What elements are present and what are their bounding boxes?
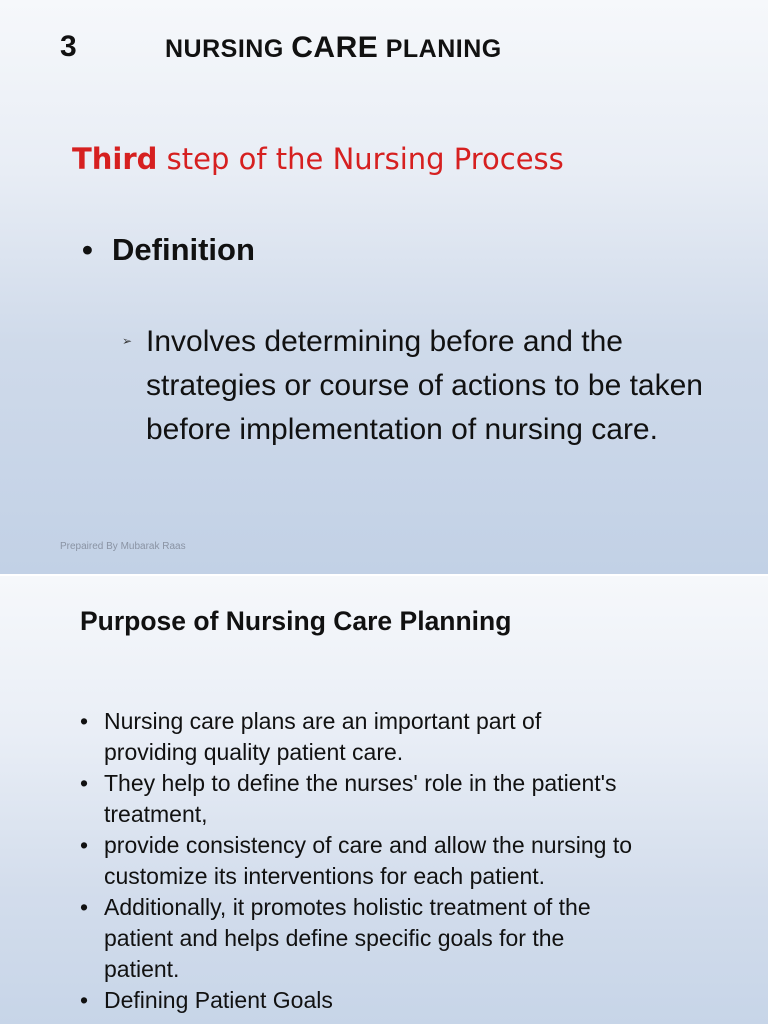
bullet-icon: • — [80, 987, 89, 1013]
list-item: • They help to define the nurses' role in the patient's treatment, — [80, 770, 617, 827]
slide-number: 3 — [60, 30, 77, 63]
list-item: • Additionally, it promotes holistic treatment of the patient and helps define specific goals for the patient. — [80, 894, 591, 982]
slide-title — [165, 31, 502, 65]
bullet-icon: • — [80, 894, 89, 920]
subtitle — [72, 142, 564, 176]
title-part-1: NURSING — [165, 35, 292, 63]
list-item: • Defining Patient Goals — [78, 985, 638, 1016]
title-part-2: CARE — [291, 31, 379, 64]
definition-text: Involves determining before and the strategies or course of actions to be taken before implementation of nursing care. — [146, 325, 703, 446]
purpose-list — [78, 706, 638, 1016]
definition-heading: Definition — [112, 232, 255, 267]
slide-2-title: Purpose of Nursing Care Planning — [80, 606, 512, 636]
bullet-icon: • — [80, 708, 89, 734]
bullet-icon: • — [80, 770, 89, 796]
definition-heading-row — [82, 232, 255, 268]
bullet-icon: • — [80, 832, 89, 858]
title-part-3: PLANING — [378, 35, 502, 63]
footer-credit: Prepaired By Mubarak Raas — [60, 541, 186, 552]
subtitle-rest: step of the Nursing Process — [157, 142, 564, 176]
bullet-icon: • — [82, 232, 93, 267]
subtitle-emphasis: Third — [72, 142, 158, 176]
arrow-bullet-icon: ➢ — [122, 334, 133, 348]
list-item: • provide consistency of care and allow the nursing to customize its interventions for each patient. — [80, 832, 633, 889]
list-item: • Nursing care plans are an important part of providing quality patient care. — [80, 708, 542, 765]
slide-2 — [0, 576, 768, 1024]
